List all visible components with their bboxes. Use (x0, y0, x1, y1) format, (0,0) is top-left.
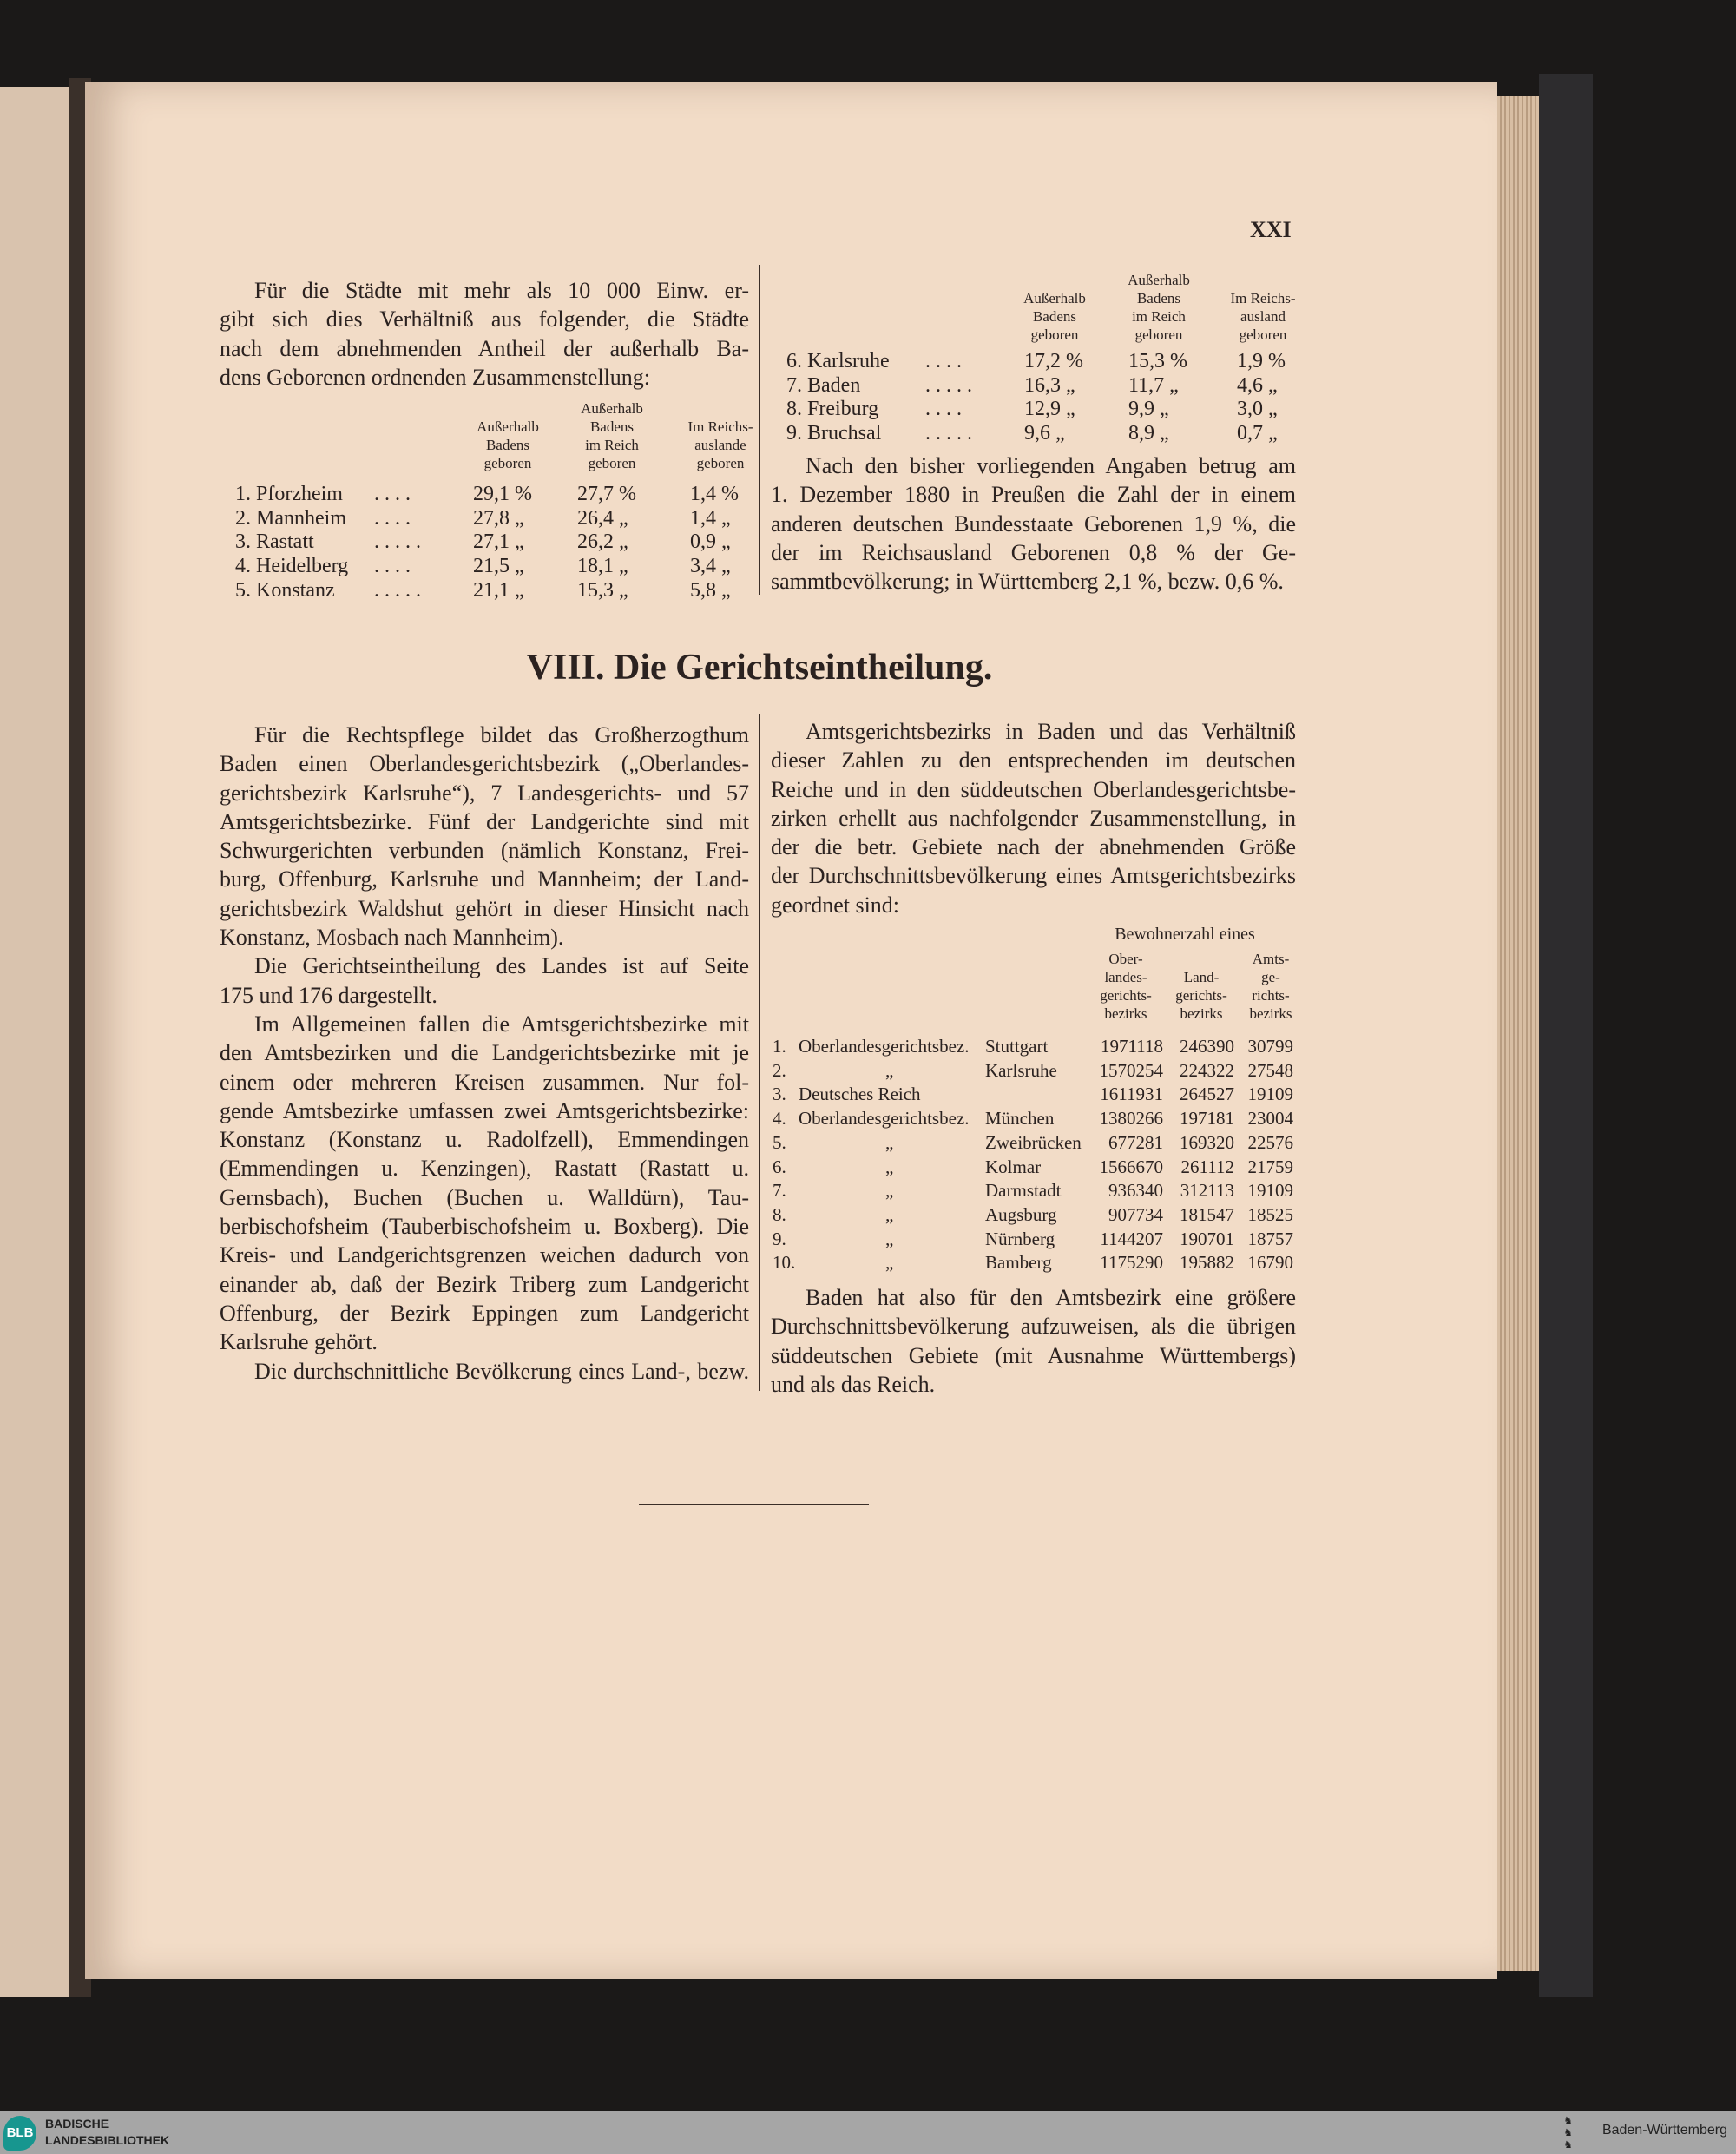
column-header-line: geboren (483, 455, 532, 471)
column-header-line: Außerhalb (477, 418, 539, 435)
population-value: 936340 (1108, 1180, 1163, 1202)
city-name: 4. Heidelberg (235, 555, 349, 578)
population-value: 21759 (1247, 1156, 1293, 1177)
text-line: dens Geborenen ordnenden Zusammenstellung: (220, 364, 651, 390)
percent-value: 16,3 „ (1024, 373, 1075, 397)
column-header-line: Im Reichs- (1230, 290, 1296, 306)
percent-value: 26,4 „ (577, 506, 628, 530)
table-row (0, 1131, 1736, 1156)
percent-value: 12,9 „ (1024, 398, 1075, 421)
column-header-line: Badens (589, 418, 635, 435)
percent-value: 0,9 „ (690, 530, 731, 554)
column-header-line: Außerhalb (581, 400, 643, 417)
population-value: 197181 (1180, 1108, 1234, 1130)
text-line: anderen deutschen Bundesstaate Geborenen 1,9 %, die (771, 511, 1296, 537)
text-line: Die Gerichtseintheilung des Landes ist auf Seite (254, 953, 749, 979)
city-name: 5. Konstanz (235, 578, 335, 602)
coat-of-arms-icon: ♞ ♞ ♞ (1563, 2114, 1573, 2151)
population-value: 261112 (1180, 1156, 1234, 1177)
percent-value: 21,1 „ (473, 578, 524, 602)
table-row (0, 1203, 1736, 1228)
text-line: berbischofsheim (Tauberbischofsheim u. Boxberg). Die (220, 1214, 749, 1240)
population-value: 19109 (1247, 1084, 1293, 1105)
table-row (0, 374, 1736, 399)
population-value: 1380266 (1099, 1108, 1163, 1130)
leader-dots: . . . . (374, 506, 411, 530)
table-row (0, 1179, 1736, 1203)
percent-value: 21,5 „ (473, 555, 524, 578)
region-type: „ (885, 1228, 894, 1249)
column-header-line: Badens (485, 437, 530, 453)
population-value: 677281 (1108, 1131, 1163, 1153)
region-type: „ (885, 1156, 894, 1177)
city-name: 9. Bruchsal (786, 422, 882, 445)
table-row (0, 483, 1736, 507)
column-header-line: Land- (1183, 969, 1220, 985)
text-line: gerichtsbezirk Karlsruhe“), 7 Landesgerichts- und 57 (220, 780, 749, 806)
text-line: gerichtsbezirk Waldshut gehört in dieser Hinsicht nach (220, 895, 749, 921)
row-number: 5. (773, 1131, 786, 1153)
city-name: 3. Rastatt (235, 530, 314, 554)
percent-value: 1,4 % (690, 483, 739, 505)
text-line: 1. Dezember 1880 in Preußen die Zahl der in einem (771, 482, 1296, 508)
text-line: nach dem abnehmenden Antheil der außerhalb Ba- (220, 335, 749, 361)
table-row (0, 398, 1736, 422)
text-line: Offenburg, der Bezirk Eppingen zum Landgericht (220, 1300, 749, 1326)
column-header (1213, 289, 1313, 344)
population-value: 19109 (1247, 1180, 1293, 1202)
region-type: Deutsches Reich (799, 1084, 921, 1105)
state-logo-text[interactable]: Baden-Württemberg (1601, 2123, 1727, 2138)
city-name: Stuttgart (985, 1036, 1049, 1057)
region-type: „ (885, 1180, 894, 1202)
population-value: 1570254 (1099, 1059, 1163, 1081)
city-name: 2. Mannheim (235, 506, 346, 530)
table-row (0, 1059, 1736, 1084)
leader-dots: . . . . (925, 350, 962, 372)
column-header (1237, 950, 1305, 1023)
population-value: 27548 (1247, 1059, 1293, 1081)
column-header-line: bezirks (1104, 1005, 1147, 1022)
column-header-line: geboren (696, 455, 745, 471)
column-header-line: bezirks (1180, 1005, 1223, 1022)
column-header-line: geboren (1030, 326, 1079, 343)
percent-value: 4,6 „ (1237, 373, 1278, 397)
column-header-line: gerichts- (1175, 987, 1227, 1004)
blb-logo[interactable]: BLB (3, 2116, 36, 2151)
table-row (0, 350, 1736, 374)
city-name: 6. Karlsruhe (786, 350, 890, 372)
percent-value: 9,6 „ (1024, 422, 1065, 445)
text-line: Durchschnittsbevölkerung aufzuweisen, als die übrigen (771, 1314, 1296, 1340)
column-header-line: im Reich (585, 437, 639, 453)
column-header (1108, 271, 1209, 344)
column-header-line: Amts- (1252, 951, 1290, 967)
row-number: 7. (773, 1180, 786, 1202)
row-number: 8. (773, 1203, 786, 1225)
population-value: 22576 (1247, 1131, 1293, 1153)
table-row (0, 1228, 1736, 1252)
column-header-line: Außerhalb (1023, 290, 1086, 306)
leader-dots: . . . . (925, 398, 962, 421)
table-row (0, 507, 1736, 531)
population-value: 1566670 (1099, 1156, 1163, 1177)
population-value: 907734 (1108, 1203, 1163, 1225)
column-header-line: Im Reichs- (687, 418, 753, 435)
table-row (0, 530, 1736, 555)
text-line: der Durchschnittsbevölkerung eines Amtsgerichtsbezirks (771, 863, 1296, 889)
percent-value: 29,1 % (473, 483, 532, 505)
table-row (0, 1035, 1736, 1059)
region-type: „ (885, 1203, 894, 1225)
library-line-2: LANDESBIBLIOTHEK (45, 2133, 170, 2147)
leader-dots: . . . . . (374, 578, 421, 602)
population-value: 264527 (1180, 1084, 1234, 1105)
text-line: Reiche und in den süddeutschen Oberlandesgerichtsbe- (771, 776, 1296, 802)
column-header-line: geboren (1239, 326, 1287, 343)
percent-value: 3,4 „ (690, 555, 731, 578)
text-line: Gernsbach), Buchen (Buchen u. Walldürn), Tau- (220, 1184, 749, 1210)
percent-value: 5,8 „ (690, 578, 731, 602)
percent-value: 3,0 „ (1237, 398, 1278, 421)
text-line: Kreis- und Landgerichtsgrenzen weichen dadurch von (220, 1242, 749, 1268)
city-name: 1. Pforzheim (235, 483, 343, 505)
population-value: 30799 (1247, 1036, 1293, 1057)
city-name: Zweibrücken (985, 1131, 1082, 1153)
column-header-line: geboren (588, 455, 636, 471)
percent-value: 1,9 % (1237, 350, 1286, 372)
column-header-line: gerichts- (1100, 987, 1152, 1004)
leader-dots: . . . . . (925, 373, 972, 397)
text-line: Für die Städte mit mehr als 10 000 Einw. er- (254, 278, 749, 303)
percent-value: 26,2 „ (577, 530, 628, 554)
text-line: süddeutschen Gebiete (mit Ausnahme Württembergs) (771, 1342, 1296, 1368)
text-line: einander ab, daß der Bezirk Triberg zum Landgericht (220, 1271, 749, 1297)
text-line: Baden einen Oberlandesgerichtsbezirk („Oberlandes- (220, 751, 749, 777)
population-value: 169320 (1180, 1131, 1234, 1153)
percent-value: 8,9 „ (1128, 422, 1169, 445)
region-type: „ (885, 1059, 894, 1081)
text-line: der die betr. Gebiete nach der abnehmenden Größe (771, 834, 1296, 860)
column-header-line: Außerhalb (1128, 272, 1190, 288)
table-row (0, 1156, 1736, 1180)
population-value: 246390 (1180, 1036, 1234, 1057)
column-header-line: Badens (1032, 308, 1077, 325)
text-line: Im Allgemeinen fallen die Amtsgerichtsbezirke mit (254, 1011, 749, 1037)
text-line: und als das Reich. (771, 1371, 936, 1397)
text-line: einem oder mehreren Kreisen zusammen. Nur fol- (220, 1069, 749, 1095)
section-heading: VIII. Die Gerichtseintheilung. (526, 648, 993, 688)
text-line: Für die Rechtspflege bildet das Großherzogthum (254, 722, 749, 748)
population-value: 312113 (1180, 1180, 1234, 1202)
text-line: geordnet sind: (771, 892, 900, 918)
city-name: 8. Freiburg (786, 398, 879, 421)
text-line: Die durchschnittliche Bevölkerung eines Land-, bezw. (254, 1358, 749, 1384)
percent-value: 27,1 „ (473, 530, 524, 554)
table-row (0, 1251, 1736, 1275)
row-number: 9. (773, 1228, 786, 1249)
column-header-line: auslande (694, 437, 746, 453)
leader-dots: . . . . . (925, 422, 972, 445)
column-header-line: ge- (1261, 969, 1280, 985)
library-name (45, 2116, 169, 2149)
text-line: Baden hat also für den Amtsbezirk eine größere (806, 1285, 1296, 1310)
percent-value: 27,8 „ (473, 506, 524, 530)
region-type: Oberlandesgerichtsbez. (799, 1108, 970, 1130)
city-name: München (985, 1108, 1055, 1130)
text-line: burg, Offenburg, Karlsruhe und Mannheim; der Land- (220, 866, 749, 893)
leader-dots: . . . . (374, 483, 411, 505)
percent-value: 17,2 % (1024, 350, 1083, 372)
population-value: 1971118 (1101, 1036, 1163, 1057)
text-line: gibt sich dies Verhältniß aus folgender, die Städte (220, 306, 749, 333)
population-value: 1175290 (1100, 1252, 1163, 1274)
table-row (0, 1107, 1736, 1131)
column-header-line: ausland (1240, 308, 1286, 325)
percent-value: 1,4 „ (690, 506, 731, 530)
city-name: Karlsruhe (985, 1059, 1057, 1081)
closing-paragraph (771, 1283, 1296, 1399)
city-name: Kolmar (985, 1156, 1042, 1177)
population-value: 18525 (1247, 1203, 1293, 1225)
column-header-line: Ober- (1108, 951, 1143, 967)
population-value: 190701 (1180, 1228, 1234, 1249)
population-value: 1611931 (1100, 1084, 1163, 1105)
text-line: zirken erhellt aus nachfolgender Zusammenstellung, in (771, 805, 1296, 831)
population-value: 23004 (1247, 1108, 1293, 1130)
text-line: 175 und 176 dargestellt. (220, 982, 437, 1008)
row-number: 10. (773, 1252, 796, 1274)
column-header-line: Badens (1136, 290, 1181, 306)
text-line (220, 1386, 749, 1414)
percent-value: 15,3 „ (577, 578, 628, 602)
percent-value: 9,9 „ (1128, 398, 1169, 421)
page-number: XXI (1250, 217, 1292, 242)
city-name: Nürnberg (985, 1228, 1055, 1249)
percent-value: 0,7 „ (1237, 422, 1278, 445)
population-value: 18757 (1247, 1228, 1293, 1249)
city-name: Bamberg (985, 1252, 1052, 1274)
population-value: 195882 (1180, 1252, 1234, 1274)
column-header (1167, 968, 1235, 1023)
text-line: dieser Zahlen zu den entsprechenden im deutschen (771, 748, 1296, 774)
column-header-line: bezirks (1249, 1005, 1292, 1022)
column-header-line: im Reich (1132, 308, 1186, 325)
text-line: Amtsgerichtsbezirks in Baden und das Verhältniß (806, 719, 1296, 744)
column-header-line: geboren (1134, 326, 1183, 343)
column-header (1004, 289, 1105, 344)
table-row (0, 1083, 1736, 1107)
end-rule (639, 1504, 869, 1505)
population-table-title: Bewohnerzahl eines (1115, 925, 1255, 944)
table-row (0, 555, 1736, 579)
city-name: Augsburg (985, 1203, 1057, 1225)
text-line: Schwurgerichten verbunden (nämlich Konstanz, Frei- (220, 838, 749, 864)
population-value: 1144207 (1100, 1228, 1163, 1249)
leader-dots: . . . . (374, 555, 411, 578)
row-number: 2. (773, 1059, 786, 1081)
population-value: 181547 (1180, 1203, 1234, 1225)
column-header (1092, 950, 1160, 1023)
city-name: 7. Baden (786, 373, 861, 397)
text-line: den Amtsbezirken und die Landgerichtsbezirke mit je (220, 1040, 749, 1066)
row-number: 4. (773, 1108, 786, 1130)
row-number: 1. (773, 1036, 786, 1057)
footer-bar (0, 2111, 1736, 2154)
population-value: 224322 (1180, 1059, 1234, 1081)
column-header-line: richts- (1252, 987, 1290, 1004)
population-value: 16790 (1247, 1252, 1293, 1274)
table-row (0, 422, 1736, 446)
text-line: Karlsruhe gehört. (220, 1329, 378, 1355)
column-header-line: landes- (1104, 969, 1147, 985)
region-type: Oberlandesgerichtsbez. (799, 1036, 970, 1057)
court-text-right (771, 717, 1296, 919)
text-line: Amtsgerichtsbezirke. Fünf der Landgerichte sind mit (220, 808, 749, 834)
region-type: „ (885, 1252, 894, 1274)
text-line: Konstanz, Mosbach nach Mannheim). (220, 925, 564, 951)
percent-value: 18,1 „ (577, 555, 628, 578)
row-number: 3. (773, 1084, 786, 1105)
text-line: der im Reichsausland Geborenen 0,8 % der Ge- (771, 539, 1296, 565)
region-type: „ (885, 1131, 894, 1153)
city-name: Darmstadt (985, 1180, 1062, 1202)
row-number: 6. (773, 1156, 786, 1177)
text-line: Nach den bisher vorliegenden Angaben betrug am (806, 453, 1296, 478)
text-line: gende Amtsbezirke umfassen zwei Amtsgerichtsbezirke: (220, 1097, 749, 1123)
table-row (0, 579, 1736, 603)
library-line-1: BADISCHE (45, 2117, 109, 2131)
text-line: sammtbevölkerung; in Württemberg 2,1 %, bezw. 0,6 %. (771, 569, 1284, 595)
percent-value: 15,3 % (1128, 350, 1187, 372)
percent-value: 11,7 „ (1128, 373, 1179, 397)
text-line: Konstanz (Konstanz u. Radolfzell), Emmendingen (220, 1127, 749, 1153)
text-line: (Emmendingen u. Kenzingen), Rastatt (Rastatt u. (220, 1156, 749, 1182)
leader-dots: . . . . . (374, 530, 421, 554)
percent-value: 27,7 % (577, 483, 636, 505)
